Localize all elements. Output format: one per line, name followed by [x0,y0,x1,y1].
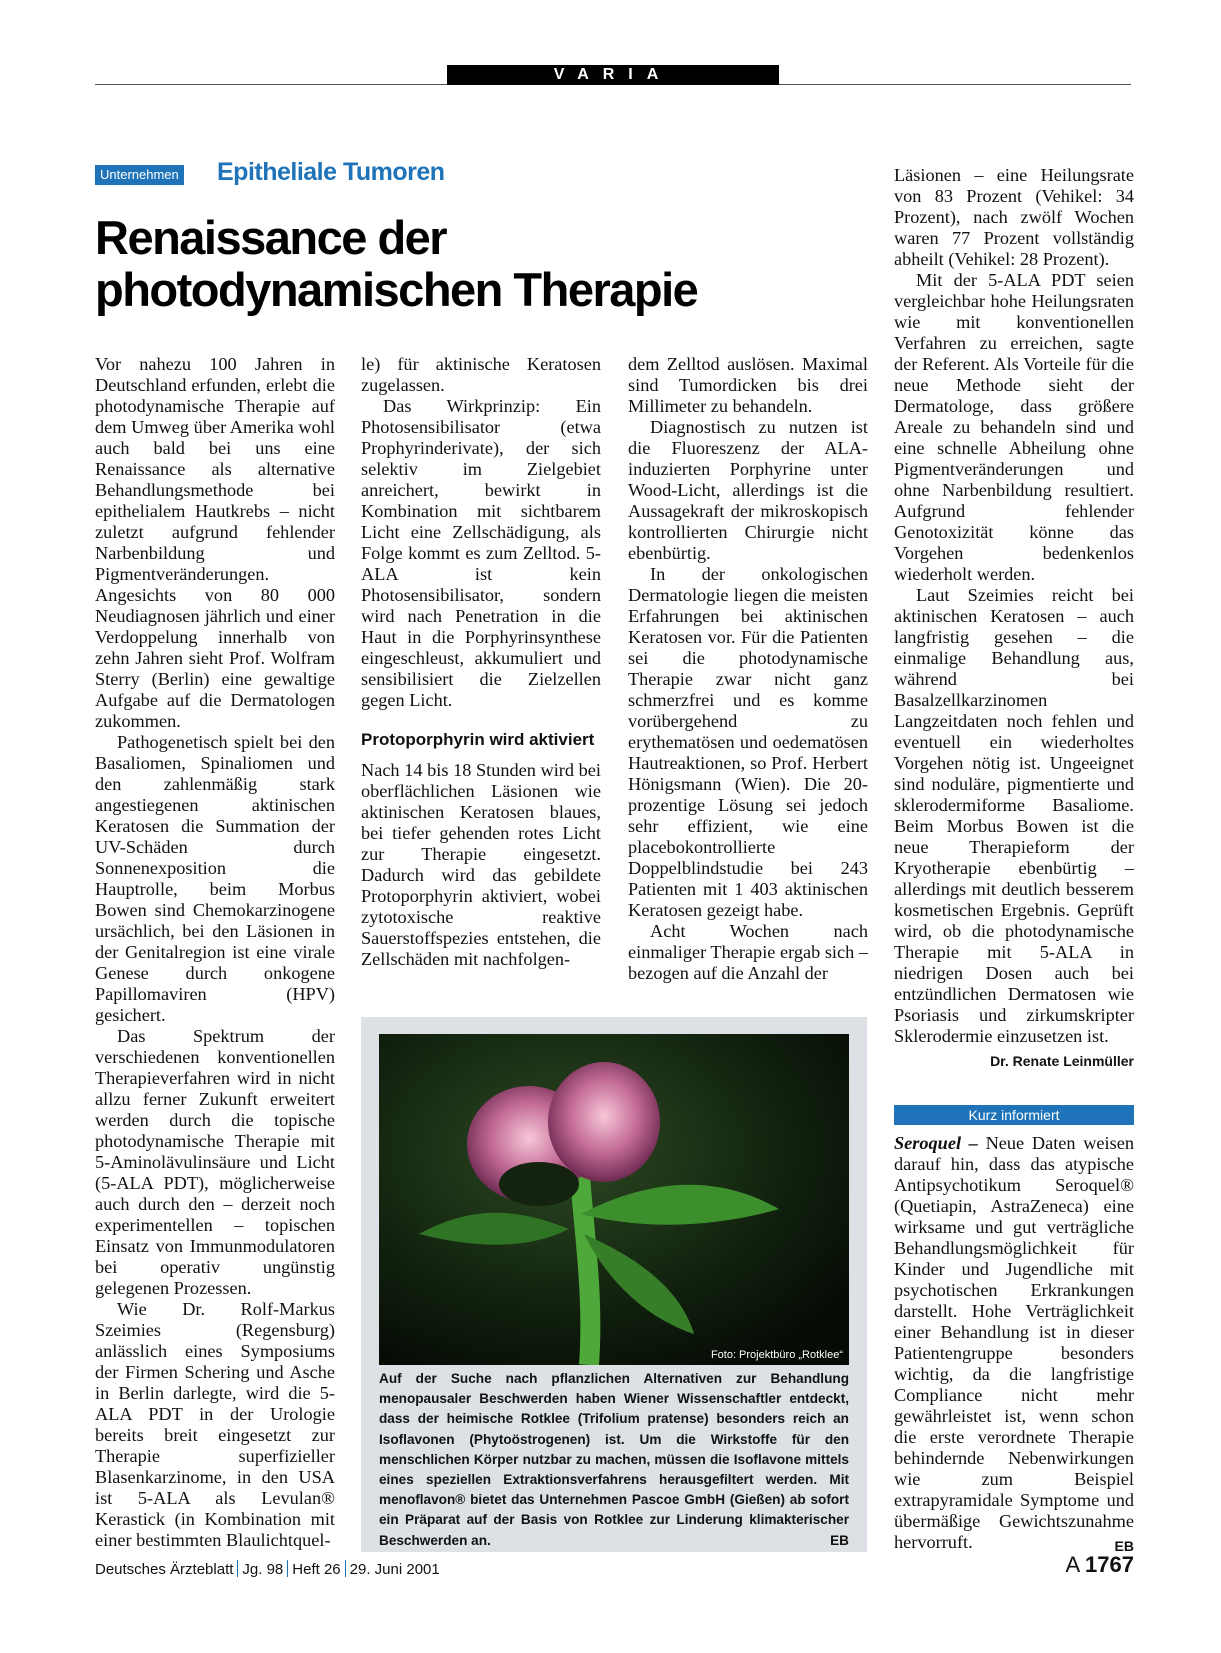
paragraph [894,585,1134,1069]
paragraph: Mit der 5-ALA PDT seien vergleichbar hohe Heilungsraten wie mit konventionellen Verfahren zu erreichen, sagte der Referent. Als Vorteile für die neue Methode sieht der Dermatologe, dass größere Areale zu behandeln sind und eine schnelle Abheilung ohne Pigmentveränderungen und ohne Narbenbildung resultiert. Aufgrund fehlender Genotoxizität könne das Vorgehen bedenkenlos wiederholt werden. [894,270,1134,584]
clover-photo [379,1034,849,1365]
article-kicker: Epitheliale Tumoren [217,158,445,186]
article-column-4 [894,165,1134,1072]
paragraph: Pathogenetisch spielt bei den Basaliomen, Spinaliomen und den zahlenmäßig stark angestiegenen aktinischen Keratosen die Summation der UV-Schäden durch Sonnenexposition die Hauptrolle, beim Morbus Bowen sind Chemokarzinogene ursächlich, bei den Läsionen in der Genitalregion ist eine virale Genese durch onkogene Papillomaviren (HPV) gesichert. [95,732,335,1025]
short-news [894,1133,1134,1557]
author-signature: Dr. Renate Leinmüller [990,1053,1134,1069]
page-number [1065,1552,1134,1578]
page-footer [95,1560,440,1578]
paragraph [894,1133,1134,1553]
issue-date: 29. Juni 2001 [349,1561,440,1578]
category-tag: Unternehmen [95,165,184,185]
paragraph: Acht Wochen nach einmaliger Therapie ergab sich – bezogen auf die Anzahl der [628,921,868,983]
section-header: VARIA [447,65,779,85]
news-lead: Seroquel – [894,1133,978,1153]
paragraph: In der onkologischen Dermatologie liegen die meisten Erfahrungen bei aktinischen Keratosen vor. Für die Patienten sei die photodynamische Therapie zwar nicht ganz schmerzfrei und es komme vorübergehend zu erythematösen und oedematösen Hautreaktionen, so Prof. Herbert Hönigsmann (Wien). Die 20-prozentige Lösung sei jedoch sehr effizient, wie eine placebokontrollierte Doppelblindstudie bei 243 Patienten mit 1 403 aktinischen Keratosen gezeigt habe. [628,564,868,920]
title-line-2: photodynamischen Therapie [95,263,698,316]
caption-text: Auf der Suche nach pflanzlichen Alternativen zur Behandlung menopausaler Beschwerden haben Wiener Wissenschaftler entdeckt, dass der heimische Rotklee (Trifolium pratense) besonders reich an Isoflavonen (Phytoöstrogenen) ist. Um die Wirkstoffe für den menschlichen Körper nutzbar zu machen, müssen die Isoflavone mittels eines speziellen Extraktionsverfahrens herausgefiltert werden. Mit menoflavon® bietet das Unternehmen Pascoe GmbH (Gießen) ab sofort ein Präparat auf der Basis von Rotklee zur Linderung klimakterischer Beschwerden an. [379,1371,849,1548]
journal-name: Deutsches Ärzteblatt [95,1561,234,1578]
red-clover-illustration [379,1034,849,1365]
paragraph: Nach 14 bis 18 Stunden wird bei oberflächlichen Läsionen wie aktinischen Keratosen blaues, bei tiefer gehenden rotes Licht zur Therapie eingesetzt. Dadurch wird das gebildete Protoporphyrin aktiviert, wobei zytotoxische reaktive Sauerstoffspezies entstehen, die Zellschäden mit nachfolgen- [361,760,601,969]
paragraph: Diagnostisch zu nutzen ist die Fluoreszenz der ALA-induzierten Porphyrine unter Wood-Licht, allerdings ist die Aussagekraft der mikroskopisch kontrollierten Chirurgie nicht ebenbürtig. [628,417,868,563]
issue: Heft 26 [292,1561,341,1578]
volume: Jg. 98 [242,1561,284,1578]
article-column-3 [628,354,868,984]
news-signature: EB [1114,1538,1134,1554]
figure [361,1017,867,1552]
page-value: 1767 [1085,1552,1134,1577]
paragraph-text: Laut Szeimies reicht bei aktinischen Keratosen – auch langfristig gesehen – die einmalige Behandlung aus, während bei Basalzellkarzinomen Langzeitdaten noch fehlen und eventuell ein wiederholtes Vorgehen nötig ist. Ungeeignet sind noduläre, pigmentierte und sklerodermiforme Basaliome. Beim Morbus Bowen ist die neue Therapieform der Kryotherapie ebenbürtig – allerdings mit deutlich besserem kosmetischen Ergebnis. Geprüft wird, ob die photodynamische Therapie mit 5-ALA in niedrigen Dosen auch bei entzündlichen Dermatosen wie Psoriasis und zirkumskripter Sklerodermie einzusetzen ist. [894,585,1134,1046]
paragraph: Vor nahezu 100 Jahren in Deutschland erfunden, erlebt die photodynamische Therapie auf dem Umweg über Amerika wohl auch bald bei uns eine Renaissance als alternative Behandlungsmethode bei epithelialem Hautkrebs – nicht zuletzt aufgrund fehlender Narbenbildung und Pigmentveränderungen. Angesichts von 80 000 Neudiagnosen jährlich und einer Verdoppelung innerhalb von zehn Jahren sieht Prof. Wolfram Sterry (Berlin) eine gewaltige Aufgabe auf die Dermatologen zukommen. [95,354,335,731]
paragraph: Das Wirkprinzip: Ein Photosensibilisator (etwa Prophyrinderivate), der sich selektiv im Zielgebiet anreichert, bewirkt in Kombination mit sichtbarem Licht eine Zellschädigung, als Folge kommt es zum Zelltod. 5-ALA ist kein Photosensibilisator, sondern wird nach Penetration in die Haut in die Porphyrinsynthese eingeschleust, akkumuliert und sensibilisiert die Zielzellen gegen Licht. [361,396,601,710]
paragraph: Das Spektrum der verschiedenen konventionellen Therapieverfahren wird in nicht allzu ferner Zukunft erweitert werden durch die topische photodynamische Therapie mit 5-Aminolävulinsäure und Licht (5-ALA PDT), möglicherweise auch durch den – derzeit noch experimentellen – topischen Einsatz von Immunmodulatoren bei operativ ungünstig gelegenen Prozessen. [95,1026,335,1298]
separator [345,1560,346,1577]
paragraph: Läsionen – eine Heilungsrate von 83 Prozent (Vehikel: 34 Prozent), nach zwölf Wochen waren 77 Prozent vollständig abheilt (Vehikel: 28 Prozent). [894,165,1134,269]
article-column-2 [361,354,601,970]
article-title [95,212,735,316]
separator [237,1560,238,1577]
paragraph: dem Zelltod auslösen. Maximal sind Tumordicken bis drei Millimeter zu behandeln. [628,354,868,416]
paragraph: le) für aktinische Keratosen zugelassen. [361,354,601,395]
sidebar-heading: Kurz informiert [894,1105,1134,1125]
subheading: Protoporphyrin wird aktiviert [361,730,595,749]
photo-credit: Foto: Projektbüro „Rotklee“ [710,1349,843,1361]
article-column-1 [95,354,335,1551]
separator [287,1560,288,1577]
paragraph: Wie Dr. Rolf-Markus Szeimies (Regensburg) anlässlich eines Symposiums der Firmen Schering und Asche in Berlin darlegte, wird die 5-ALA PDT in der Urologie bereits breit eingesetzt zur Therapie superfizieller Blasenkarzinome, in den USA ist 5-ALA als Levulan® Kerastick (in Kombination mit einer bestimmten Blaulichtquel- [95,1299,335,1550]
figure-caption [379,1369,849,1551]
caption-signature: EB [830,1532,849,1548]
page-prefix: A [1065,1552,1079,1577]
news-text: Neue Daten weisen darauf hin, dass das atypische Antipsychotikum Seroquel® (Quetiapin, AstraZeneca) eine wirksame und gut verträgliche Behandlungsmöglichkeit für Kinder und Jugendliche mit psychotischen Erkrankungen darstellt. Hohe Verträglichkeit einer Behandlung ist in dieser Patientengruppe besonders wichtig, da die langfristige Compliance nicht mehr gewährleistet ist, wenn schon die erste verordnete Therapie behindernde Nebenwirkungen wie zum Beispiel extrapyramidale Symptome und übermäßige Gewichtszunahme hervorruft. [894,1133,1134,1552]
title-line-1: Renaissance der [95,211,447,264]
